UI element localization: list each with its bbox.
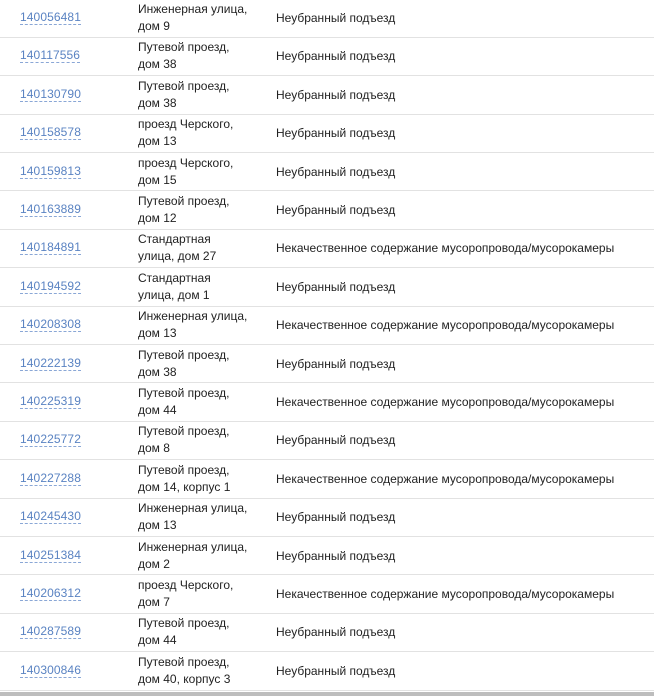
issue-cell [276,537,646,574]
issue-text: Неубранный подъезд [276,49,396,64]
address-text: Путевой проезд, дом 40, корпус 3 [138,654,231,686]
issue-cell [276,38,646,75]
address-cell [138,38,263,75]
issue-text: Неубранный подъезд [276,203,396,218]
request-id-cell [20,38,120,75]
address-cell [138,0,263,37]
request-id-link[interactable]: 140225319 [20,394,81,409]
address-cell [138,191,263,228]
table-row [0,230,654,268]
request-id-link[interactable]: 140300846 [20,662,81,677]
request-id-cell [20,499,120,536]
issue-text: Неубранный подъезд [276,433,396,448]
request-id-link[interactable]: 140251384 [20,547,81,562]
issue-text: Неубранный подъезд [276,548,396,563]
issue-cell [276,460,646,497]
issue-text: Неубранный подъезд [276,126,396,141]
address-text: проезд Черского, дом 7 [138,578,234,610]
request-id-link[interactable]: 140227288 [20,470,81,485]
address-cell [138,268,263,305]
request-id-cell [20,652,120,689]
address-cell [138,153,263,190]
address-cell [138,383,263,420]
request-id-cell [20,614,120,651]
address-text: Стандартная улица, дом 1 [138,270,211,302]
table-row [0,537,654,575]
issue-cell [276,499,646,536]
request-id-cell [20,153,120,190]
issue-cell [276,153,646,190]
address-cell [138,499,263,536]
request-id-cell [20,345,120,382]
request-id-cell [20,230,120,267]
request-id-link[interactable]: 140163889 [20,202,81,217]
table-row [0,460,654,498]
table-row [0,614,654,652]
request-id-link[interactable]: 140206312 [20,586,81,601]
issue-text: Неубранный подъезд [276,11,396,26]
address-cell [138,76,263,113]
request-id-link[interactable]: 140287589 [20,624,81,639]
address-text: Путевой проезд, дом 14, корпус 1 [138,462,231,494]
issue-cell [276,115,646,152]
table-row [0,652,654,690]
request-id-cell [20,383,120,420]
request-id-link[interactable]: 140208308 [20,317,81,332]
request-id-cell [20,537,120,574]
request-id-link[interactable]: 140194592 [20,278,81,293]
issue-cell [276,614,646,651]
issue-text: Некачественное содержание мусоропровода/мусорокамеры [276,471,615,486]
table-row [0,191,654,229]
request-id-cell [20,76,120,113]
request-id-link[interactable]: 140225772 [20,432,81,447]
address-text: проезд Черского, дом 15 [138,155,234,187]
issue-text: Неубранный подъезд [276,663,396,678]
horizontal-scrollbar[interactable] [0,692,654,696]
address-cell [138,345,263,382]
issue-text: Некачественное содержание мусоропровода/мусорокамеры [276,395,615,410]
request-id-cell [20,268,120,305]
address-text: Путевой проезд, дом 38 [138,347,230,379]
request-id-link[interactable]: 140117556 [20,48,81,63]
table-row [0,422,654,460]
request-id-link[interactable]: 140158578 [20,125,81,140]
request-id-cell [20,0,120,37]
request-id-link[interactable]: 140159813 [20,163,81,178]
address-text: Путевой проезд, дом 12 [138,194,230,226]
request-id-cell [20,115,120,152]
issue-cell [276,652,646,689]
table-row [0,115,654,153]
address-cell [138,230,263,267]
issue-text: Неубранный подъезд [276,87,396,102]
table-row [0,268,654,306]
address-cell [138,115,263,152]
address-cell [138,652,263,689]
address-cell [138,537,263,574]
issue-cell [276,345,646,382]
issue-cell [276,0,646,37]
address-cell [138,575,263,612]
request-id-cell [20,307,120,344]
table-row [0,575,654,613]
issue-cell [276,575,646,612]
address-text: Инженерная улица, дом 13 [138,309,248,341]
address-text: Путевой проезд, дом 8 [138,424,230,456]
table-row [0,345,654,383]
address-cell [138,307,263,344]
issue-cell [276,230,646,267]
address-text: Стандартная улица, дом 27 [138,232,217,264]
address-text: Инженерная улица, дом 13 [138,501,248,533]
address-text: Инженерная улица, дом 2 [138,539,248,571]
issue-text: Некачественное содержание мусоропровода/мусорокамеры [276,587,615,602]
issue-text: Неубранный подъезд [276,625,396,640]
address-cell [138,460,263,497]
request-id-cell [20,460,120,497]
table-row [0,499,654,537]
request-id-link[interactable]: 140184891 [20,240,81,255]
address-text: Инженерная улица, дом 9 [138,2,248,34]
issue-cell [276,383,646,420]
request-id-cell [20,575,120,612]
table-row [0,0,654,38]
address-text: проезд Черского, дом 13 [138,117,234,149]
issue-cell [276,76,646,113]
issue-text: Неубранный подъезд [276,279,396,294]
address-cell [138,422,263,459]
request-id-link[interactable]: 140130790 [20,86,81,101]
issue-cell [276,191,646,228]
request-id-link[interactable]: 140056481 [20,10,81,25]
issue-cell [276,268,646,305]
issue-text: Неубранный подъезд [276,356,396,371]
request-id-cell [20,422,120,459]
address-text: Путевой проезд, дом 38 [138,78,230,110]
table-row [0,153,654,191]
address-text: Путевой проезд, дом 38 [138,40,230,72]
table-row [0,307,654,345]
request-id-link[interactable]: 140245430 [20,509,81,524]
issue-cell [276,422,646,459]
table-row [0,76,654,114]
issue-text: Некачественное содержание мусоропровода/мусорокамеры [276,241,615,256]
issue-cell [276,307,646,344]
issue-text: Неубранный подъезд [276,510,396,525]
issue-text: Некачественное содержание мусоропровода/мусорокамеры [276,318,615,333]
request-id-cell [20,191,120,228]
table-row [0,383,654,421]
issue-text: Неубранный подъезд [276,164,396,179]
address-text: Путевой проезд, дом 44 [138,616,230,648]
address-text: Путевой проезд, дом 44 [138,386,230,418]
table-row [0,38,654,76]
address-cell [138,614,263,651]
request-id-link[interactable]: 140222139 [20,355,81,370]
